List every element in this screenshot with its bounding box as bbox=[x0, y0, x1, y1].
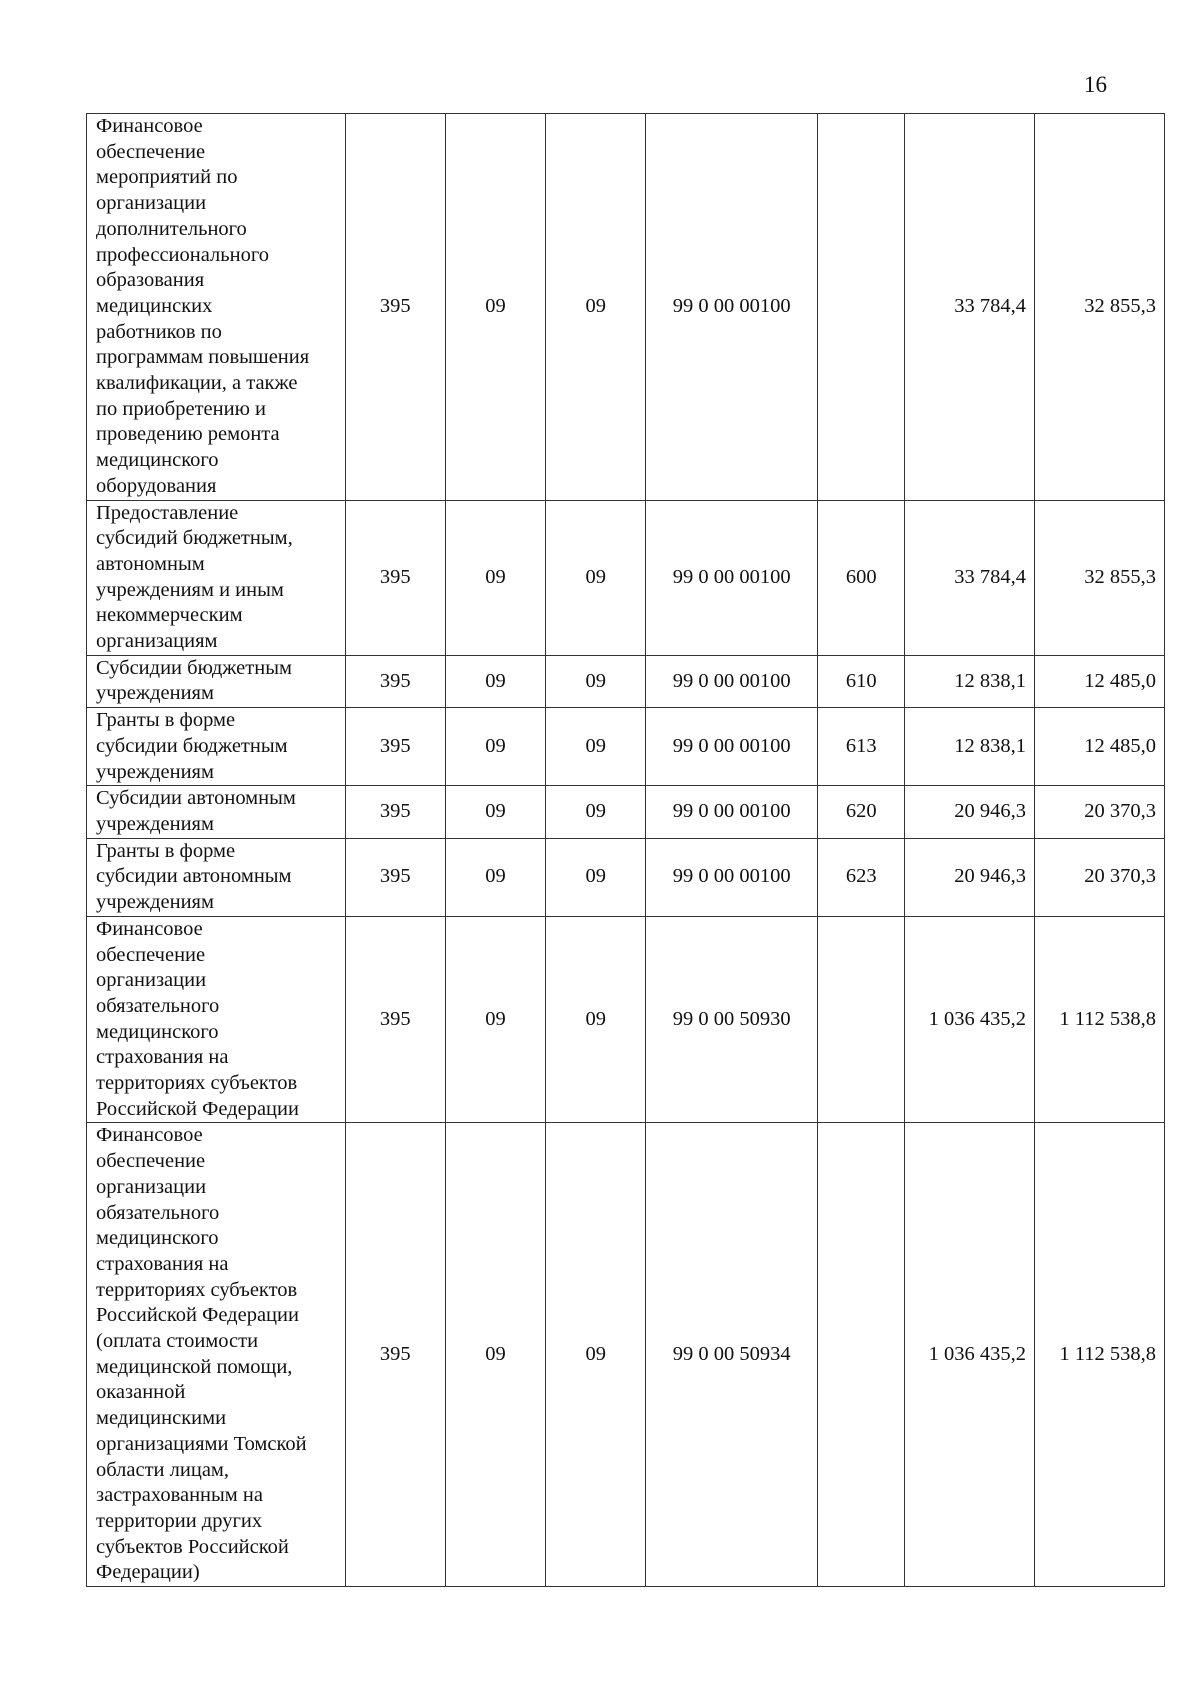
amount-year2-cell: 1 112 538,8 bbox=[1034, 1123, 1164, 1587]
table-row bbox=[87, 500, 1165, 655]
item-name-line: учреждениям bbox=[96, 760, 214, 783]
target-article-cell: 99 0 00 00100 bbox=[646, 500, 818, 655]
table-row bbox=[87, 114, 1165, 501]
item-name-line: образования bbox=[96, 269, 205, 292]
admin-code-cell: 395 bbox=[345, 655, 445, 707]
item-name-line: учреждениям bbox=[96, 891, 214, 914]
expense-type-cell bbox=[818, 916, 905, 1123]
item-name-line: субсидий бюджетным, bbox=[96, 527, 293, 550]
subsection-code-cell: 09 bbox=[546, 708, 646, 786]
admin-code-cell: 395 bbox=[345, 838, 445, 916]
item-name-line: организации bbox=[96, 969, 207, 992]
amount-year2-cell: 1 112 538,8 bbox=[1034, 916, 1164, 1123]
admin-code-cell: 395 bbox=[345, 114, 445, 501]
target-article-cell: 99 0 00 00100 bbox=[646, 114, 818, 501]
item-name-line: медицинских bbox=[96, 294, 213, 317]
item-name-line: проведению ремонта bbox=[96, 423, 280, 446]
admin-code-cell: 395 bbox=[345, 786, 445, 838]
item-name-line: страхования на bbox=[96, 1046, 229, 1069]
item-name-line: обеспечение bbox=[96, 140, 206, 163]
item-name-line: Субсидии бюджетным bbox=[96, 656, 292, 679]
amount-year2-cell: 32 855,3 bbox=[1034, 114, 1164, 501]
admin-code-cell: 395 bbox=[345, 708, 445, 786]
amount-year1-cell: 12 838,1 bbox=[905, 708, 1035, 786]
subsection-code-cell: 09 bbox=[546, 1123, 646, 1587]
item-name-line: субъектов Российской bbox=[96, 1535, 289, 1558]
item-name-line: профессионального bbox=[96, 243, 269, 266]
amount-year1-cell: 1 036 435,2 bbox=[905, 916, 1035, 1123]
table-row bbox=[87, 1123, 1165, 1587]
target-article-cell: 99 0 00 00100 bbox=[646, 838, 818, 916]
section-code-cell: 09 bbox=[445, 916, 546, 1123]
item-name-line: организации bbox=[96, 1175, 207, 1198]
item-name-cell bbox=[87, 1123, 346, 1587]
table-row bbox=[87, 916, 1165, 1123]
item-name-cell bbox=[87, 708, 346, 786]
section-code-cell: 09 bbox=[445, 708, 546, 786]
amount-year2-cell: 20 370,3 bbox=[1034, 838, 1164, 916]
subsection-code-cell: 09 bbox=[546, 786, 646, 838]
budget-table bbox=[86, 113, 1165, 1587]
item-name-line: субсидии автономным bbox=[96, 865, 292, 888]
subsection-code-cell: 09 bbox=[546, 916, 646, 1123]
subsection-code-cell: 09 bbox=[546, 838, 646, 916]
item-name-line: организации bbox=[96, 192, 207, 215]
item-name-line: учреждениям и иным bbox=[96, 578, 284, 601]
target-article-cell: 99 0 00 00100 bbox=[646, 708, 818, 786]
item-name-line: Гранты в форме bbox=[96, 839, 236, 862]
amount-year1-cell: 33 784,4 bbox=[905, 114, 1035, 501]
item-name-line: организациям bbox=[96, 630, 218, 653]
item-name-line: дополнительного bbox=[96, 217, 247, 240]
table-row bbox=[87, 838, 1165, 916]
item-name-line: автономным bbox=[96, 552, 205, 575]
amount-year2-cell: 12 485,0 bbox=[1034, 708, 1164, 786]
section-code-cell: 09 bbox=[445, 838, 546, 916]
target-article-cell: 99 0 00 50930 bbox=[646, 916, 818, 1123]
target-article-cell: 99 0 00 00100 bbox=[646, 655, 818, 707]
item-name-cell bbox=[87, 655, 346, 707]
table-body bbox=[87, 114, 1165, 1587]
section-code-cell: 09 bbox=[445, 1123, 546, 1587]
item-name-line: территориях субъектов bbox=[96, 1278, 298, 1301]
amount-year2-cell: 12 485,0 bbox=[1034, 655, 1164, 707]
expense-type-cell: 610 bbox=[818, 655, 905, 707]
item-name-line: по приобретению и bbox=[96, 397, 266, 420]
admin-code-cell: 395 bbox=[345, 1123, 445, 1587]
item-name-line: территориях субъектов bbox=[96, 1072, 298, 1095]
item-name-line: медицинской помощи, bbox=[96, 1355, 293, 1378]
item-name-line: оказанной bbox=[96, 1381, 186, 1404]
item-name-line: медицинского bbox=[96, 1227, 219, 1250]
section-code-cell: 09 bbox=[445, 500, 546, 655]
table-row bbox=[87, 708, 1165, 786]
amount-year1-cell: 1 036 435,2 bbox=[905, 1123, 1035, 1587]
item-name-line: обязательного bbox=[96, 994, 220, 1017]
section-code-cell: 09 bbox=[445, 114, 546, 501]
expense-type-cell bbox=[818, 1123, 905, 1587]
expense-type-cell: 600 bbox=[818, 500, 905, 655]
item-name-line: Финансовое bbox=[96, 1124, 203, 1147]
subsection-code-cell: 09 bbox=[546, 655, 646, 707]
item-name-cell bbox=[87, 838, 346, 916]
item-name-line: Субсидии автономным bbox=[96, 787, 296, 810]
expense-type-cell bbox=[818, 114, 905, 501]
admin-code-cell: 395 bbox=[345, 916, 445, 1123]
item-name-line: Российской Федерации bbox=[96, 1304, 299, 1327]
item-name-line: Федерации) bbox=[96, 1561, 200, 1584]
admin-code-cell: 395 bbox=[345, 500, 445, 655]
item-name-line: застрахованным на bbox=[96, 1484, 263, 1507]
expense-type-cell: 620 bbox=[818, 786, 905, 838]
item-name-line: Финансовое bbox=[96, 917, 203, 940]
item-name-cell bbox=[87, 500, 346, 655]
table-row bbox=[87, 655, 1165, 707]
target-article-cell: 99 0 00 00100 bbox=[646, 786, 818, 838]
item-name-line: области лицам, bbox=[96, 1458, 230, 1481]
item-name-line: квалификации, а также bbox=[96, 372, 298, 395]
item-name-line: территории других bbox=[96, 1509, 263, 1532]
item-name-cell bbox=[87, 916, 346, 1123]
item-name-line: обеспечение bbox=[96, 943, 206, 966]
item-name-line: медицинского bbox=[96, 449, 219, 472]
item-name-line: Российской Федерации bbox=[96, 1097, 299, 1120]
subsection-code-cell: 09 bbox=[546, 114, 646, 501]
amount-year1-cell: 33 784,4 bbox=[905, 500, 1035, 655]
item-name-line: оборудования bbox=[96, 474, 217, 497]
page-number: 16 bbox=[1084, 72, 1107, 97]
item-name-cell bbox=[87, 786, 346, 838]
item-name-cell bbox=[87, 114, 346, 501]
item-name-line: программам повышения bbox=[96, 346, 310, 369]
item-name-line: Предоставление bbox=[96, 501, 239, 524]
item-name-line: мероприятий по bbox=[96, 166, 238, 189]
expense-type-cell: 623 bbox=[818, 838, 905, 916]
target-article-cell: 99 0 00 50934 bbox=[646, 1123, 818, 1587]
item-name-line: учреждениям bbox=[96, 682, 214, 705]
item-name-line: организациями Томской bbox=[96, 1432, 307, 1455]
item-name-line: работников по bbox=[96, 320, 222, 343]
expense-type-cell: 613 bbox=[818, 708, 905, 786]
table-row bbox=[87, 786, 1165, 838]
item-name-line: Финансовое bbox=[96, 115, 203, 137]
item-name-line: Гранты в форме bbox=[96, 709, 236, 732]
item-name-line: субсидии бюджетным bbox=[96, 734, 288, 757]
item-name-line: страхования на bbox=[96, 1252, 229, 1275]
amount-year1-cell: 12 838,1 bbox=[905, 655, 1035, 707]
item-name-line: некоммерческим bbox=[96, 604, 243, 627]
item-name-line: обеспечение bbox=[96, 1150, 206, 1173]
amount-year1-cell: 20 946,3 bbox=[905, 786, 1035, 838]
section-code-cell: 09 bbox=[445, 655, 546, 707]
item-name-line: учреждениям bbox=[96, 812, 214, 835]
item-name-line: (оплата стоимости bbox=[96, 1330, 259, 1353]
item-name-line: медицинскими bbox=[96, 1407, 227, 1430]
amount-year2-cell: 32 855,3 bbox=[1034, 500, 1164, 655]
item-name-line: медицинского bbox=[96, 1020, 219, 1043]
amount-year1-cell: 20 946,3 bbox=[905, 838, 1035, 916]
section-code-cell: 09 bbox=[445, 786, 546, 838]
amount-year2-cell: 20 370,3 bbox=[1034, 786, 1164, 838]
subsection-code-cell: 09 bbox=[546, 500, 646, 655]
item-name-line: обязательного bbox=[96, 1201, 220, 1224]
